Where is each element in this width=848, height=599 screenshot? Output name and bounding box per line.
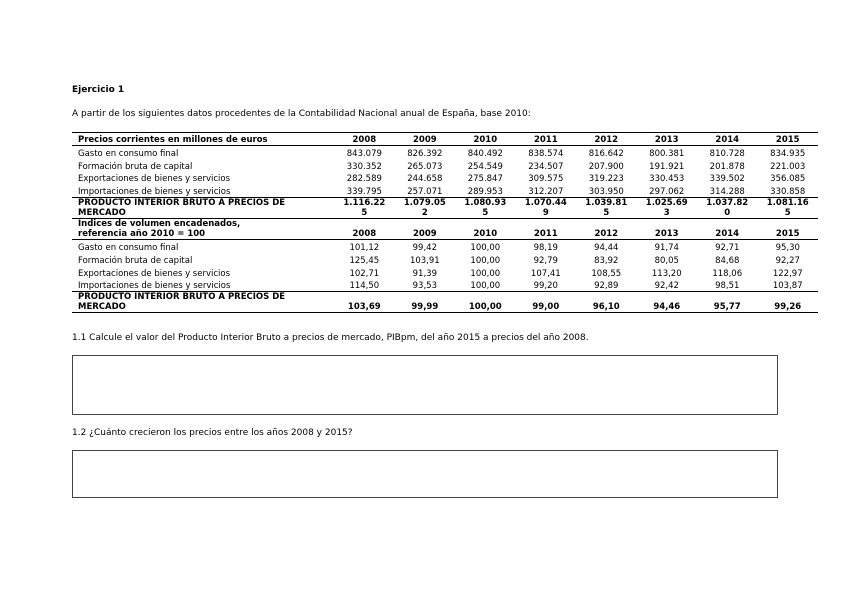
table-cell: 122,97: [772, 268, 803, 279]
table-cell: 102,71: [349, 268, 380, 279]
table-cell: 339.502: [709, 174, 745, 185]
table-cell: 92,42: [654, 281, 679, 292]
row-label: Gasto en consumo final: [78, 242, 179, 253]
table-cell: 103,87: [772, 281, 803, 292]
row-label: Formación bruta de capital: [78, 255, 193, 266]
year-header: 2014: [697, 133, 757, 146]
table-cell: 100,00: [470, 268, 501, 279]
gdp-total-cell: 1.070.44 9: [516, 198, 576, 219]
table-cell: 94,44: [594, 242, 619, 253]
table-cell: 810.728: [709, 148, 745, 159]
table-cell: 207.900: [588, 161, 624, 172]
year-header: 2014: [697, 219, 757, 240]
year-header: 2015: [757, 219, 818, 240]
table2-header-line1: Índices de volumen encadenados,: [78, 219, 241, 230]
table-cell: 191.921: [649, 161, 685, 172]
table-cell: 107,41: [530, 268, 561, 279]
table-cell: 244.658: [407, 174, 443, 185]
table-cell: 834.935: [770, 148, 806, 159]
gdp-volume-total-cell: 99,00: [516, 292, 576, 313]
year-header: 2011: [516, 133, 576, 146]
table-cell: 234.507: [528, 161, 564, 172]
gdp-total-cell: 1.079.05 2: [395, 198, 455, 219]
table-cell: 297.062: [649, 187, 685, 198]
table-cell: 103,91: [409, 255, 440, 266]
table-cell: 330.453: [649, 174, 685, 185]
row-label: Exportaciones de bienes y servicios: [78, 174, 231, 185]
table-cell: 800.381: [649, 148, 685, 159]
year-header: 2013: [637, 133, 697, 146]
table-cell: 98,19: [533, 242, 558, 253]
table-cell: 95,30: [775, 242, 800, 253]
table-row: [72, 184, 818, 197]
table-cell: 221.003: [770, 161, 806, 172]
table-cell: 339.795: [346, 187, 382, 198]
table-cell: 843.079: [346, 148, 382, 159]
year-header: 2011: [516, 219, 576, 240]
gdp-total-label: PRODUCTO INTERIOR BRUTO A PRECIOS DE MERCADO: [72, 198, 334, 219]
table-cell: 826.392: [407, 148, 443, 159]
table-cell: 91,74: [654, 242, 679, 253]
table-cell: 93,53: [412, 281, 437, 292]
table-cell: 114,50: [349, 281, 380, 292]
table-cell: 83,92: [594, 255, 619, 266]
gdp-total-cell: 1.039.81 5: [576, 198, 636, 219]
exercise-intro: A partir de los siguientes datos procedentes de la Contabilidad Nacional anual de España, base 2010:: [72, 109, 531, 119]
gdp-total-cell: 1.116.22 5: [334, 198, 394, 219]
row-label: Exportaciones de bienes y servicios: [78, 268, 231, 279]
table2-header-row: [72, 219, 818, 240]
gdp-total-cell: 1.081.16 5: [757, 198, 818, 219]
table-cell: 319.223: [588, 174, 624, 185]
gdp-volume-total-cell: 96,10: [576, 292, 636, 313]
year-header: 2009: [395, 219, 455, 240]
table-row: [72, 159, 818, 172]
table-cell: 312.207: [528, 187, 564, 198]
table-cell: 100,00: [470, 281, 501, 292]
table-cell: 289.953: [467, 187, 503, 198]
table-cell: 84,68: [715, 255, 740, 266]
year-header: 2015: [757, 133, 818, 146]
table-cell: 80,05: [654, 255, 679, 266]
table-row: [72, 279, 818, 292]
gdp-volume-total-cell: 100,00: [455, 292, 515, 313]
row-label: Importaciones de bienes y servicios: [78, 281, 231, 292]
row-label: Importaciones de bienes y servicios: [78, 187, 231, 198]
year-header: 2008: [334, 133, 394, 146]
table-cell: 356.085: [770, 174, 806, 185]
table-cell: 91,39: [412, 268, 437, 279]
table-row: [72, 172, 818, 185]
table-row: [72, 146, 818, 159]
gdp-volume-total-cell: 99,99: [395, 292, 455, 313]
year-header: 2010: [455, 133, 515, 146]
table-row: [72, 266, 818, 279]
table-cell: 118,06: [712, 268, 743, 279]
year-header: 2010: [455, 219, 515, 240]
table-cell: 100,00: [470, 255, 501, 266]
gdp-volume-total-label: PRODUCTO INTERIOR BRUTO A PRECIOS DE MERCADO: [72, 292, 334, 313]
answer-box-1-1[interactable]: [72, 355, 778, 415]
table-cell: 201.878: [709, 161, 745, 172]
row-label: Formación bruta de capital: [78, 161, 193, 172]
table-row: [72, 240, 818, 253]
table-cell: 330.858: [770, 187, 806, 198]
gdp-total-cell: 1.080.93 5: [455, 198, 515, 219]
gdp-volume-total-cell: 103,69: [334, 292, 394, 313]
row-label: Gasto en consumo final: [78, 148, 179, 159]
table-cell: 101,12: [349, 242, 380, 253]
table-cell: 314.288: [709, 187, 745, 198]
exercise-title: Ejercicio 1: [72, 85, 125, 95]
table-cell: 282.589: [346, 174, 382, 185]
table-cell: 309.575: [528, 174, 564, 185]
national-accounts-table: [72, 132, 818, 313]
table-cell: 838.574: [528, 148, 564, 159]
table-cell: 108,55: [591, 268, 622, 279]
table-cell: 99,20: [533, 281, 558, 292]
table-cell: 92,71: [715, 242, 740, 253]
gdp-total-cell: 1.037.82 0: [697, 198, 757, 219]
gdp-total-row: [72, 198, 818, 219]
answer-box-1-2[interactable]: [72, 450, 778, 498]
table-cell: 816.642: [588, 148, 624, 159]
table-cell: 265.073: [407, 161, 443, 172]
table-cell: 98,51: [715, 281, 740, 292]
year-header: 2013: [637, 219, 697, 240]
table-cell: 254.549: [467, 161, 503, 172]
table-cell: 113,20: [651, 268, 682, 279]
question-1-2: 1.2 ¿Cuánto crecieron los precios entre los años 2008 y 2015?: [72, 428, 353, 438]
table-cell: 257.071: [407, 187, 443, 198]
year-header: 2012: [576, 133, 636, 146]
table-cell: 92,89: [594, 281, 619, 292]
gdp-volume-total-cell: 95,77: [697, 292, 757, 313]
gdp-volume-total-cell: 94,46: [637, 292, 697, 313]
gdp-volume-total-row: [72, 292, 818, 313]
table1-header-label: Precios corrientes en millones de euros: [72, 133, 334, 146]
table-cell: 303.950: [588, 187, 624, 198]
question-1-1: 1.1 Calcule el valor del Producto Interior Bruto a precios de mercado, PIBpm, del año 2015 a precios del año 2008.: [72, 333, 589, 343]
table-cell: 100,00: [470, 242, 501, 253]
table2-header-label: [72, 219, 334, 240]
table-cell: 125,45: [349, 255, 380, 266]
year-header: 2012: [576, 219, 636, 240]
table-row: [72, 253, 818, 266]
gdp-total-cell: 1.025.69 3: [637, 198, 697, 219]
year-header: 2009: [395, 133, 455, 146]
table-cell: 92,27: [775, 255, 800, 266]
table-cell: 275.847: [467, 174, 503, 185]
table2-header-line2: referencia año 2010 = 100: [78, 229, 206, 240]
table-cell: 840.492: [467, 148, 503, 159]
table-cell: 92,79: [533, 255, 558, 266]
table-cell: 99,42: [412, 242, 437, 253]
table1-header-row: [72, 133, 818, 146]
gdp-volume-total-cell: 99,26: [757, 292, 818, 313]
table-cell: 330.352: [346, 161, 382, 172]
year-header: 2008: [334, 219, 394, 240]
